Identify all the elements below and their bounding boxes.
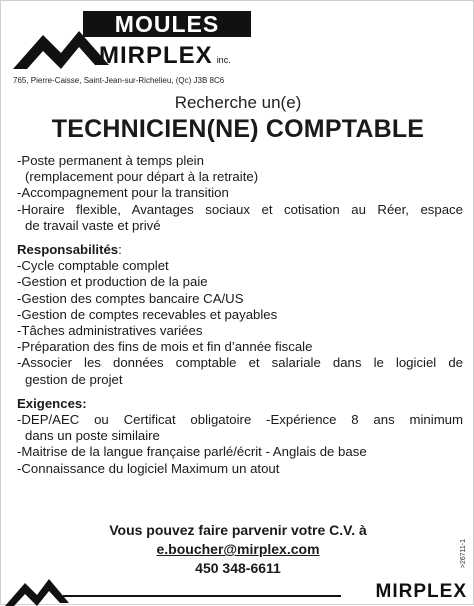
footer-logo — [1, 577, 474, 606]
responsibility-item: gestion de projet — [25, 371, 123, 387]
responsibilities-heading — [17, 242, 463, 258]
requirement-item: -Connaissance du logiciel Maximum un atout — [17, 460, 280, 476]
benefit-line: -Poste permanent à temps plein — [17, 153, 204, 168]
logo-top-text: MOULES — [83, 11, 251, 37]
responsibility-item: -Gestion et production de la paie — [17, 274, 208, 290]
requirement-item: dans un poste similaire — [25, 428, 160, 444]
logo-bottom-word: MIRPLEX — [99, 42, 213, 69]
responsibility-item: -Gestion des comptes bancaire CA/US — [17, 290, 244, 306]
responsibility-item: -Tâches administratives variées — [17, 323, 203, 339]
logo-inc: inc. — [216, 55, 231, 65]
company-logo — [13, 11, 263, 73]
benefit-line: -Horaire flexible, Avantages sociaux et cotisation au Réer, espace — [17, 201, 463, 217]
footer-logo-text: MIRPLEX — [375, 581, 467, 602]
requirement-item: -DEP/AEC ou Certificat obligatoire -Expérience 8 ans minimum — [17, 412, 463, 428]
responsibilities-heading-text: Responsabilités — [17, 242, 119, 258]
job-title: TECHNICIEN(NE) COMPTABLE — [51, 115, 425, 143]
footer-divider — [63, 595, 341, 597]
responsibilities-heading-colon: : — [118, 242, 122, 258]
company-address: 765, Pierre-Caisse, Saint-Jean-sur-Richelieu, (Qc) J3B 8C6 — [13, 76, 225, 85]
contact-block — [1, 521, 474, 578]
intro-text: Recherche un(e) — [174, 93, 302, 112]
benefit-line: -Accompagnement pour la transition — [17, 185, 229, 201]
responsibility-item: -Gestion de comptes recevables et payables — [17, 306, 278, 322]
responsibility-item: -Préparation des fins de mois et fin d’année fiscale — [17, 339, 313, 355]
contact-line: Vous pouvez faire parvenir votre C.V. à — [109, 522, 367, 538]
responsibility-item: -Cycle comptable complet — [17, 258, 169, 274]
ad-body — [17, 153, 463, 477]
contact-email-link[interactable]: e.boucher@mirplex.com — [156, 541, 320, 557]
footer-mountain-logo-icon — [5, 577, 69, 606]
logo-bottom-text — [99, 44, 231, 72]
requirement-item: -Maitrise de la langue française parlé/écrit - Anglais de base — [17, 444, 367, 460]
ad-reference-code: >26711-1 — [460, 539, 467, 569]
requirements-heading: Exigences: — [17, 395, 87, 411]
benefit-line: (remplacement pour départ à la retraite) — [25, 169, 259, 185]
contact-phone: 450 348-6611 — [195, 560, 281, 576]
benefit-line: de travail vaste et privé — [25, 217, 161, 233]
responsibility-item: -Associer les données comptable et salariale dans le logiciel de — [17, 355, 463, 371]
